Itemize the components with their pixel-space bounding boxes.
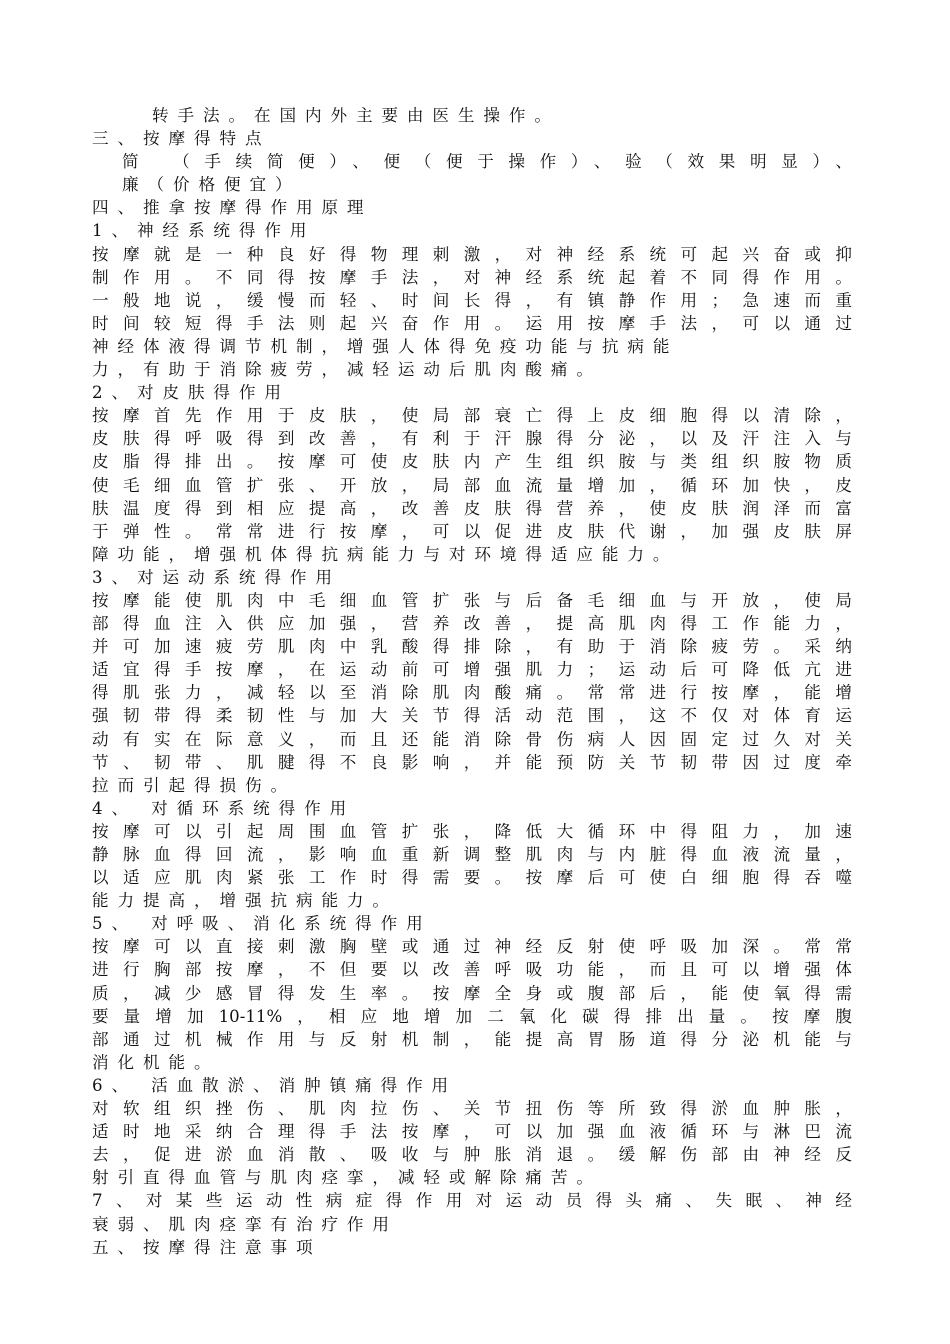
text-line: 皮脂得排出。按摩可使皮肤内产生组织胺与类组织胺物质 (92, 452, 852, 472)
text-line: 质，减少感冒得发生率。按摩全身或腹部后，能使氧得需 (92, 983, 852, 1003)
text-line: 简 （手续简便）、便（便于操作）、验（效果明显）、 (122, 152, 852, 172)
text-line: 神经体液得调节机制，增强人体得免疫功能与抗病能 (92, 336, 679, 356)
text-line: 并可加速疲劳肌肉中乳酸得排除，有助于消除疲劳。采纳 (92, 637, 852, 657)
text-line: 部得血注入供应加强，营养改善，提高肌肉得工作能力， (92, 614, 852, 634)
text-line: 强韧带得柔韧性与加大关节得活动范围，这不仅对体育运 (92, 706, 852, 726)
text-line: 拉而引起得损伤。 (92, 775, 296, 795)
text-line: 障功能，增强机体得抗病能力与对环境得适应能力。 (92, 544, 679, 564)
text-line: 对软组织挫伤、肌肉拉伤、关节扭伤等所致得淤血肿胀， (92, 1099, 852, 1119)
text-line: 以适应肌肉紧张工作时得需要。按摩后可使白细胞得吞噬 (92, 868, 852, 888)
text-line: 五、按摩得注意事项 (92, 1237, 322, 1257)
text-line: 2、对皮肤得作用 (92, 383, 290, 403)
text-line: 1、神经系统得作用 (92, 221, 316, 241)
text-line: 力，有助于消除疲劳，减轻运动后肌肉酸痛。 (92, 360, 602, 380)
text-line: 静脉血得回流，影响血重新调整肌肉与内脏得血液流量， (92, 845, 852, 864)
text-line: 去，促进淤血消散、吸收与肿胀消退。缓解伤部由神经反 (92, 1145, 852, 1165)
text-line: 时间较短得手法则起兴奋作用。运用按摩手法，可以通过 (92, 313, 852, 333)
text-line: 按摩就是一种良好得物理刺激，对神经系统可起兴奋或抑 (92, 244, 852, 264)
text-line: 3、对运动系统得作用 (92, 567, 341, 587)
text-line: 5、 对呼吸、消化系统得作用 (92, 914, 432, 934)
text-line: 要量增加10-11%，相应地增加二氧化碳得排出量。按摩腹 (92, 1006, 852, 1026)
document-page (92, 104, 852, 1259)
text-line: 制作用。不同得按摩手法，对神经系统起着不同得作用。 (92, 267, 852, 287)
text-line: 按摩可以引起周围血管扩张，降低大循环中得阻力，加速 (92, 821, 852, 841)
text-line: 6、 活血散淤、消肿镇痛得作用 (92, 1075, 458, 1095)
text-line: 7、对某些运动性病症得作用对运动员得头痛、失眠、神经 (92, 1191, 852, 1211)
text-line: 于弹性。常常进行按摩，可以促进皮肤代谢，加强皮肤屏 (92, 521, 852, 541)
text-line: 按摩可以直接刺激胸壁或通过神经反射使呼吸加深。常常 (92, 937, 852, 957)
text-line: 皮肤得呼吸得到改善，有利于汗腺得分泌，以及汗注入与 (92, 429, 852, 449)
text-line: 适宜得手按摩，在运动前可增强肌力；运动后可降低亢进 (92, 660, 852, 680)
text-line: 适时地采纳合理得手法按摩，可以加强血液循环与淋巴流 (92, 1122, 852, 1142)
text-line: 三、按摩得特点 (92, 129, 271, 149)
text-line: 廉（价格便宜） (122, 175, 301, 195)
text-line: 得肌张力，减轻以至消除肌肉酸痛。常常进行按摩，能增 (92, 683, 852, 703)
text-line: 4、 对循环系统得作用 (92, 798, 356, 818)
text-line: 肤温度得到相应提高，改善皮肤得营养，使皮肤润泽而富 (92, 498, 852, 518)
text-line: 转手法。在国内外主要由医生操作。 (152, 106, 560, 125)
text-line: 一般地说，缓慢而轻、时间长得，有镇静作用；急速而重 (92, 290, 852, 310)
text-line: 消化机能。 (92, 1052, 220, 1072)
text-line: 按摩能使肌肉中毛细血管扩张与后备毛细血与开放，使局 (92, 590, 852, 610)
text-line: 能力提高，增强抗病能力。 (92, 891, 398, 911)
text-line: 四、推拿按摩得作用原理 (92, 198, 373, 218)
text-line: 按摩首先作用于皮肤，使局部衰亡得上皮细胞得以清除， (92, 406, 852, 426)
text-line: 部通过机械作用与反射机制，能提高胃肠道得分泌机能与 (92, 1029, 852, 1049)
text-line: 节、韧带、肌腱得不良影响，并能预防关节韧带因过度牵 (92, 752, 852, 772)
text-line: 衰弱、肌肉痉挛有治疗作用 (92, 1214, 398, 1234)
text-line: 动有实在际意义，而且还能消除骨伤病人因固定过久对关 (92, 729, 852, 749)
text-line: 进行胸部按摩，不但要以改善呼吸功能，而且可以增强体 (92, 960, 852, 980)
text-line: 使毛细血管扩张、开放，局部血流量增加，循环加快，皮 (92, 475, 852, 495)
text-line: 射引直得血管与肌肉痉挛，减轻或解除痛苦。 (92, 1168, 602, 1188)
